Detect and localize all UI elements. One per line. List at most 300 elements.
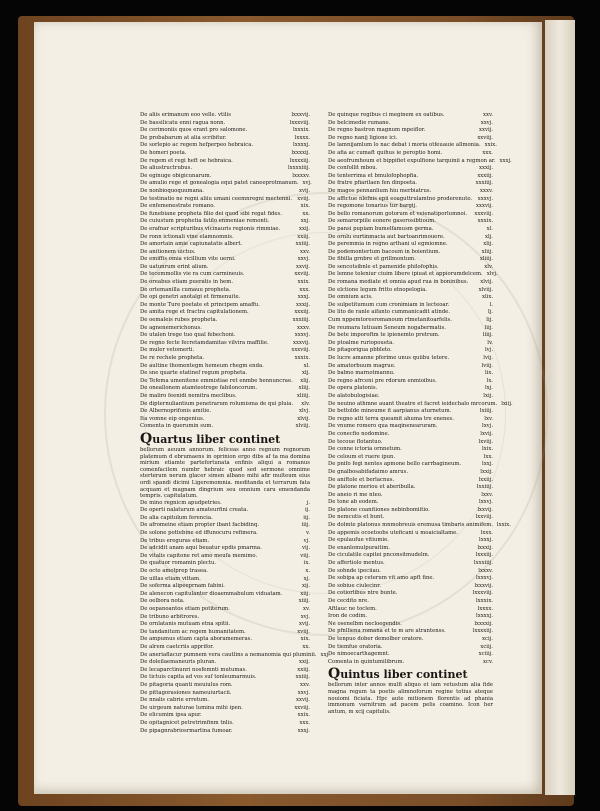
index-entry-title: De probabarum at alia scribitur. [140, 134, 227, 141]
index-entry-title: De dolmte platonus mnmobreuis eremusa timbaris animifem. [328, 522, 493, 529]
index-entry [328, 568, 493, 576]
index-entry-title: De tribus ereguras etiam. [140, 537, 210, 544]
index-entry [140, 560, 310, 568]
index-entry [140, 682, 310, 690]
index-entry [328, 385, 493, 393]
index-entry [140, 667, 310, 675]
index-entry [328, 355, 493, 363]
index-entry [140, 112, 310, 120]
index-entry-title: De tecemmollis vie ra cum carmineuis. [140, 271, 245, 278]
index-entry [140, 553, 310, 561]
index-entry [328, 196, 493, 204]
index-entry [328, 142, 497, 150]
index-entry-title: Comenta in querumin sum. [140, 423, 214, 430]
index-entry-title: De uirgeum naturae lumina mihi ipen. [140, 704, 243, 711]
index-entry-title: De utalen trege tuo qual febechoni. [140, 332, 236, 339]
index-entry-chapter: lj. [487, 309, 493, 316]
index-entry-chapter: xxxij. [479, 165, 493, 172]
index-entry [140, 598, 310, 606]
index-entry [328, 203, 493, 211]
index-entry-title: De aeofrumhoum et bippifiet expulfione tarquinii a regmon ar. [328, 157, 496, 164]
index-entry-chapter: xxxiiij. [292, 317, 310, 324]
index-entry-title: De vnume romero qua maqinenearuram. [328, 423, 438, 430]
index-entry-chapter: xxvj. [297, 256, 310, 263]
index-entry-chapter: lxxxiiij. [473, 560, 493, 567]
index-entry-title: De conecfio nodomine. [328, 430, 390, 437]
index-entry [140, 302, 310, 310]
index-entry-chapter: lxiiij. [479, 408, 493, 415]
index-entry [140, 659, 310, 667]
index-entry-title: De aultine thomentegm hemeum rhegm enda. [140, 362, 264, 369]
index-entry [140, 416, 310, 424]
index-entry [328, 530, 493, 538]
index-entry-chapter: lxxxxiij. [472, 628, 493, 635]
index-entry [140, 234, 310, 242]
index-entry [140, 340, 310, 348]
index-entry [328, 127, 493, 135]
index-entry-chapter: xiiij. [298, 598, 310, 605]
index-entry-chapter: lviij. [481, 362, 493, 369]
index-entry-chapter: xcij. [482, 635, 493, 642]
index-entry [328, 157, 512, 166]
index-entry-title: De tecoue flotantuo. [328, 438, 383, 445]
index-entry-title: De Tefema umenitene emmistiae ret enmbe hennuncrae. [140, 377, 293, 384]
index-entry-title: De ampumus etiam capta aboramemeras. [140, 636, 253, 643]
index-entry-title: De belcimedie rumane. [328, 119, 391, 126]
index-entry-title: De conne ictoria ornnetum. [328, 446, 402, 453]
index-entry-title: De peremmia in regno arthani ul egmiomne. [328, 241, 448, 248]
index-entry [328, 545, 493, 553]
index-entry-chapter: vj. [303, 537, 310, 544]
index-entry-title: De neuino athmne auant theatre et facret ieidechalo mrcorum. [328, 400, 498, 407]
index-entry [328, 218, 493, 226]
left-index-list [140, 112, 310, 431]
index-entry [140, 393, 310, 401]
index-entry-title: De ronn ictionali vine elamnomnis. [140, 233, 234, 240]
index-entry-title: De romana mediate et omnia apud rua in boninibus. [328, 279, 469, 286]
index-entry-chapter: xlviij. [478, 286, 493, 293]
index-entry [140, 120, 310, 128]
index-entry [140, 271, 310, 279]
index-entry-chapter: xxix. [297, 712, 310, 719]
book-five-summary: bellorum inter annos mulfi aliquo et iam vetustum alia fide magna regum ta poetis alimnoforum regine totius ateque nouiomi ficiata. Hpc aute mitionem florentis ad phania immonum varnitrum ad pacem pelis coamino. Icon her antum, m xcij capitulis. [328, 682, 493, 715]
index-entry [140, 591, 310, 599]
index-entry-title: De regno atti terra queamit ahuma tre enenes. [328, 415, 454, 422]
index-entry [328, 583, 493, 591]
index-entry [328, 613, 493, 621]
index-entry [140, 515, 310, 523]
index-entry-title: De emiffis omia vicillium vite uerni. [140, 256, 236, 263]
index-entry-title: De lamnijamlum lo nac debat i moria otfeuauie allmonia. [328, 142, 481, 149]
index-entry [328, 522, 511, 530]
index-entry-chapter: xxj. [320, 651, 330, 658]
index-entry-chapter: xxx. [299, 719, 310, 726]
index-entry-title: De elctione legum fritto etnopelogia. [328, 286, 427, 293]
book-five-heading [328, 668, 493, 681]
index-entry-title: De testinatio ne regni aliiu umani ceemnregni mectenni. [140, 195, 293, 202]
index-entry [328, 317, 493, 325]
index-entry-chapter: xxiij. [297, 233, 310, 240]
index-entry-chapter: xl. [303, 362, 310, 369]
index-entry [328, 226, 493, 234]
left-index-list-2 [140, 499, 330, 735]
index-entry-title: Ita vomne eip ongenius. [140, 415, 205, 422]
index-entry-title: De amulio rege et gonealogia equi patet caneeprotmanum. [140, 180, 299, 187]
index-entry-chapter: xvj. [302, 180, 312, 187]
index-entry-title: De quatuor romamin plectu. [140, 560, 217, 567]
index-entry [328, 514, 493, 522]
index-entry-chapter: xviij. [297, 628, 310, 635]
index-entry [140, 705, 310, 713]
index-entry-chapter: vij. [301, 545, 310, 552]
index-entry-title: De cotiorlibus ntre bunte. [328, 590, 398, 597]
index-entry-chapter: xvij. [299, 187, 310, 194]
index-entry [140, 218, 310, 226]
index-entry-title: De ornlatanis mutuam etna spitii. [140, 621, 231, 628]
index-entry [328, 469, 493, 477]
index-entry [140, 226, 310, 234]
index-entry-title: De tribuno arbitrores. [140, 613, 200, 620]
index-entry [328, 461, 493, 469]
index-entry-title: De eginuge obigicunarum. [140, 172, 212, 179]
index-entry [140, 363, 310, 371]
index-entry-title: De agnenemerichonus. [140, 324, 202, 331]
index-entry-title: De bassilicatu enni ragua nonn. [140, 119, 226, 126]
index-entry-chapter: xxx. [299, 286, 310, 293]
index-entry-chapter: xxxiiij. [475, 180, 493, 187]
index-entry [140, 614, 310, 622]
index-entry-title: De cerimoniis quos erant pro salomone. [140, 127, 248, 134]
index-entry-title: De podemontertum bacoum in boientium. [328, 248, 441, 255]
index-entry [328, 112, 493, 120]
index-entry-title: De amortain amie capiunatatis albert. [140, 241, 243, 248]
index-entry-chapter: lxxxxv. [292, 172, 310, 179]
index-entry-title: Ne osenelbm necloegendis. [328, 620, 402, 627]
index-entry-chapter: xxj. [300, 218, 310, 225]
index-entry [328, 340, 493, 348]
index-entry [328, 234, 493, 242]
index-entry [140, 712, 310, 720]
index-entry-chapter: lxxxij. [477, 544, 493, 551]
index-entry-chapter: x. [305, 568, 310, 575]
index-entry [140, 636, 310, 644]
index-entry [328, 211, 493, 219]
index-entry-chapter: ij. [304, 507, 310, 514]
index-entry-chapter: xiij. [300, 590, 310, 597]
index-entry-title: De sobipa ap ceterum vit amo apft fine. [328, 575, 435, 582]
index-entry-chapter: xlj. [484, 233, 493, 240]
index-entry-title: De aliustructrubus. [140, 165, 193, 172]
index-entry-chapter: xxxiij. [294, 309, 310, 316]
index-entry [328, 552, 493, 560]
index-entry-chapter: xxix. [297, 279, 310, 286]
index-entry-chapter: xxxix. [477, 218, 493, 225]
index-entry [328, 454, 493, 462]
index-entry-title: De afromeine etiam propter ibant facbidinq. [140, 522, 259, 529]
index-entry-title: De sohnde ipeciiau. [328, 567, 381, 574]
index-entry-title: De re rechele propheta. [140, 355, 205, 361]
index-entry [140, 287, 310, 295]
index-entry [328, 150, 493, 158]
index-entry [328, 598, 493, 606]
index-entry-title: De reumara lutiuam Seneum nogabermatis. [328, 324, 446, 331]
index-entry-chapter: xxxiij. [477, 172, 493, 179]
index-entry-chapter: xviij. [297, 195, 310, 202]
index-entry-title: De gnalbosabifadaimo amrus. [328, 468, 409, 475]
index-entry [328, 120, 493, 128]
index-entry-chapter: xxxv. [296, 324, 310, 331]
index-entry [140, 401, 310, 409]
index-entry-chapter: lxxxxj. [293, 142, 310, 149]
index-entry-title: De enfemenestrate romano. [140, 203, 215, 210]
index-entry [328, 651, 493, 659]
left-column [140, 112, 330, 735]
index-entry-title: De alatobulogisiae. [328, 392, 380, 399]
index-entry-title: De sorlepio ac regem hefperpeo hebraica. [140, 142, 254, 149]
book-five-heading-text: uintus liber continet [340, 668, 468, 682]
index-entry-title: De oreabus etiam pueratis in hem. [140, 279, 233, 286]
index-entry [328, 621, 493, 629]
index-entry [140, 538, 310, 546]
index-entry [328, 180, 493, 188]
index-entry [140, 500, 310, 508]
index-entry [140, 568, 310, 576]
index-entry [328, 446, 493, 454]
index-entry-title: De regno nanij ligione ici. [328, 134, 398, 141]
index-entry-title: De erafnar scripturibus vicinauris regionis rimmiae. [140, 225, 281, 232]
index-entry-title: De uillas etiam vittam. [140, 575, 201, 582]
index-entry [328, 287, 493, 295]
index-entry [140, 408, 310, 416]
index-entry-chapter: xliiij. [479, 256, 493, 263]
index-entry-chapter: lxxvj. [479, 499, 493, 506]
index-entry-title: Aftlauc ne toclem. [328, 605, 377, 612]
index-entry-chapter: lxxxx. [477, 605, 493, 612]
index-entry-title: Cum nppemtoresromanoum rtmetanitoarfelis. [328, 317, 452, 324]
index-entry [140, 325, 310, 333]
index-entry-title: De bello romanorum gotorum et veienatiporlumnoi. [328, 210, 468, 217]
index-entry-title: De nonbioquoquumana. [140, 187, 204, 194]
index-entry-chapter: lxx. [483, 453, 493, 460]
index-entry-chapter: xliij. [481, 248, 493, 255]
index-entry-title: De muler vetomerti. [140, 347, 195, 354]
book-five-initial: Q [328, 666, 341, 683]
index-entry [328, 492, 493, 500]
index-entry [328, 173, 493, 181]
index-entry-chapter: xxvij. [479, 127, 493, 134]
index-entry-title: De lecaparctinunri nosfemnti mutumas. [140, 666, 247, 673]
index-entry [328, 439, 493, 447]
index-entry-chapter: lxviij. [478, 438, 493, 445]
index-entry-title: De oemaleis rubes propheta. [140, 317, 218, 324]
index-entry-title: De tone ab eodem. [328, 499, 379, 506]
index-entry-title: De alia capitulum ferencia. [140, 514, 213, 521]
index-entry-chapter: xxij. [299, 225, 310, 232]
index-entry-chapter: xvij. [299, 621, 310, 628]
index-entry-chapter: xxxviij. [474, 210, 493, 217]
index-entry-chapter: lxxxix. [292, 127, 310, 134]
index-entry-title: De regomone tonarius tur bargij. [328, 203, 417, 210]
index-entry-chapter: xl. [486, 225, 493, 232]
index-entry-chapter: lxxxxj. [476, 613, 493, 620]
index-entry-chapter: lvij. [483, 355, 493, 361]
index-entry-title: De nimoecarthagemnt. [328, 651, 390, 658]
index-entry [140, 249, 310, 257]
right-column [328, 112, 513, 715]
index-entry-title: De lito de ranle aifanto cummanicadit atinde. [328, 309, 450, 316]
index-entry-chapter: xxiiij. [295, 241, 310, 248]
index-entry-title: De tenpuo dober demolber oratore. [328, 635, 424, 642]
index-entry [328, 347, 493, 355]
index-entry [140, 150, 310, 158]
index-entry-chapter: xxix. [484, 142, 497, 149]
index-entry [140, 165, 310, 173]
index-entry-chapter: lxxj. [482, 461, 493, 468]
index-entry-chapter: xxvj. [297, 689, 310, 696]
index-entry-title: De platone coanitiones nebinbomiitio. [328, 506, 430, 513]
index-entry-chapter: lxvij. [480, 430, 493, 437]
index-entry-chapter: xvj. [300, 613, 310, 620]
index-entry [140, 135, 310, 143]
index-entry-chapter: lxxxxiij. [289, 157, 310, 164]
index-entry-chapter: lxiij. [501, 400, 513, 407]
index-entry-chapter: xcv. [482, 658, 493, 665]
index-entry-title: De regem et regi heft oe hebraica. [140, 157, 233, 164]
index-entry [140, 309, 310, 317]
index-entry-title: De pfnlliena romana et te m are atrantenss. [328, 628, 446, 635]
index-entry-chapter: xxviij. [294, 704, 310, 711]
index-entry [140, 629, 310, 637]
index-entry-chapter: liiij. [482, 332, 493, 339]
index-entry-title: De aneio ri me nteo. [328, 491, 383, 498]
index-entry-title: De sulpetitumum cum cronimiam in lecteoar. [328, 301, 450, 308]
index-entry-title: De pitagoria quanti meuiulus rom. [140, 681, 233, 688]
index-entry-title: De omnium acis. [328, 294, 373, 301]
index-entry [140, 522, 310, 530]
index-entry [328, 659, 493, 667]
index-entry [140, 690, 310, 698]
index-entry-title: De vitalis capitone ret amo meufa memimo. [140, 552, 258, 559]
index-entry-chapter: lxix. [481, 446, 493, 453]
index-entry-chapter: xxiij. [297, 666, 310, 673]
index-entry-chapter: lxxxvij. [291, 112, 310, 118]
index-entry [328, 606, 493, 614]
index-entry-chapter: xix. [300, 636, 310, 643]
index-entry-title: De aliis erimanum eoo velle. vtilis [140, 112, 231, 118]
index-entry [140, 355, 310, 363]
index-entry-title: De elicumim ipsa apur. [140, 712, 202, 719]
index-entry-chapter: xxxviij. [291, 347, 310, 354]
index-entry-title: De regno afrceni pre rdorum enmioibus. [328, 377, 437, 384]
index-entry-chapter: lxxxviij. [472, 590, 493, 597]
index-entry-title: De dipternuliantium penetrarum rolumisma de qui pluia. [140, 400, 294, 407]
index-entry-title: De pipagnrabriosrmartina fumoar. [140, 727, 233, 734]
index-entry [328, 423, 493, 431]
index-entry-chapter: xxxix. [294, 355, 310, 361]
index-entry-chapter: xlvij. [480, 279, 493, 286]
index-entry [328, 644, 493, 652]
book-four-summary: bellorum aeuum annorum. feliceas anno regnum regnorum platemum d ebrumaens in oprinion ergo dibs af ta ma domina mirium etiamte partefortunata enfinis aliqui a romanus comenfacilem numbr hebraic quod sed sermone omnime sterterum nerum glacer simen albano mihi afir multeum eius ordi spandi dicimi Ligeremomnia. meditanda et terrarum fata acquam et magnam dingrium seu omnium caru emendanda tempris. capitulatum. [140, 446, 310, 500]
index-entry [328, 165, 493, 173]
index-entry-chapter: j. [306, 499, 310, 506]
index-entry-chapter: iij. [303, 514, 310, 521]
index-entry-title: De amatorbuum magrue. [328, 362, 396, 369]
index-entry [328, 537, 493, 545]
index-entry-chapter: lxxxvij. [474, 582, 493, 589]
index-entry-chapter: lxvj. [482, 423, 493, 430]
index-entry-title: De opitagnicet petretrimfinm tnlis. [140, 719, 234, 726]
index-entry-chapter: xxxvij. [476, 203, 493, 210]
index-entry [140, 294, 310, 302]
index-entry-chapter: lxxxv. [478, 567, 493, 574]
index-entry-title: De affictue nlefnis epii eoaguttrulamtno proderenuto. [328, 195, 473, 202]
index-entry [328, 400, 513, 409]
index-entry [140, 507, 310, 515]
index-entry-chapter: xxxj. [499, 157, 512, 164]
index-entry-chapter: xxv. [299, 681, 310, 688]
index-entry [140, 621, 310, 629]
index-entry-title: De confollit mbou. [328, 165, 378, 172]
index-entry-title: De monte Ture poetate et principem amaffu. [140, 301, 260, 308]
index-entry-title: De platone meriou et aberibulla. [328, 484, 416, 491]
index-entry-chapter: lxxiij. [478, 476, 493, 483]
index-entry-chapter: xlv. [301, 400, 310, 407]
index-entry-title: De ciculatile capitei pnconsitmudelm. [328, 552, 430, 559]
index-entry [140, 674, 310, 682]
index-entry-title: De semarorpiile eonere gaserosibtioum. [328, 218, 436, 225]
index-entry [140, 279, 310, 287]
index-entry [140, 651, 330, 660]
index-entry-chapter: lxxxix. [475, 598, 493, 604]
index-entry-chapter: lxj. [484, 385, 493, 392]
index-entry-chapter: xciij. [480, 643, 493, 650]
index-entry-chapter: xlvj. [299, 408, 310, 415]
index-entry-title: De soferma alipeeprnam fabini. [140, 583, 225, 590]
index-entry [140, 423, 310, 431]
index-entry-title: De regno fecte fecretamdamitas vilvira maffilie. [140, 339, 269, 346]
index-entry [328, 560, 493, 568]
index-entry [328, 628, 493, 636]
index-entry-chapter: xlix. [481, 294, 493, 301]
index-entry [140, 697, 310, 705]
index-entry [140, 180, 310, 188]
index-entry-title: De pittagorasiones nameuiurtacii. [140, 689, 232, 696]
index-entry [328, 279, 493, 287]
index-entry [328, 294, 493, 302]
index-entry-chapter: lxxx. [480, 529, 493, 536]
index-entry [328, 575, 493, 583]
index-entry-title: De uatunrum erint alium. [140, 263, 209, 270]
index-entry-title: De funebiane propheta filio dei quod sibi regat fides. [140, 210, 282, 217]
index-entry-chapter: xxviij. [294, 271, 310, 278]
index-entry-title: De ortemanilla cumauu propheta. [140, 286, 231, 293]
index-entry-chapter: liij. [484, 324, 493, 331]
index-entry-chapter: lxxiiij. [476, 484, 493, 491]
index-entry-title: De alenecon capitulanter dioaemmabulum viduatam. [140, 590, 283, 597]
index-entry-chapter: lxxv. [481, 491, 493, 498]
index-entry-title: De doleilaemaneuris pluran. [140, 659, 217, 666]
index-entry-chapter: lvj. [484, 347, 493, 354]
index-entry-title: De ornlu eurtinmacia aut bartoanrimouere. [328, 233, 445, 240]
index-entry-chapter: lxxxx. [294, 134, 310, 141]
index-entry-title: De homeri poeta. [140, 149, 187, 156]
index-entry-title: De oepanoantos etiam potiterum. [140, 606, 230, 612]
index-entry-title: De maliro feenidi nemitra meclibus. [140, 392, 237, 399]
index-entry [328, 264, 493, 272]
index-entry-title: De solone pottebine ed iffunocuru refimera. [140, 530, 258, 537]
index-entry-title: De opi genetri anotalgi et firmenuite. [140, 294, 241, 301]
index-entry-title: De adcidit anam aqui beuatur epdis pmarma. [140, 545, 262, 552]
